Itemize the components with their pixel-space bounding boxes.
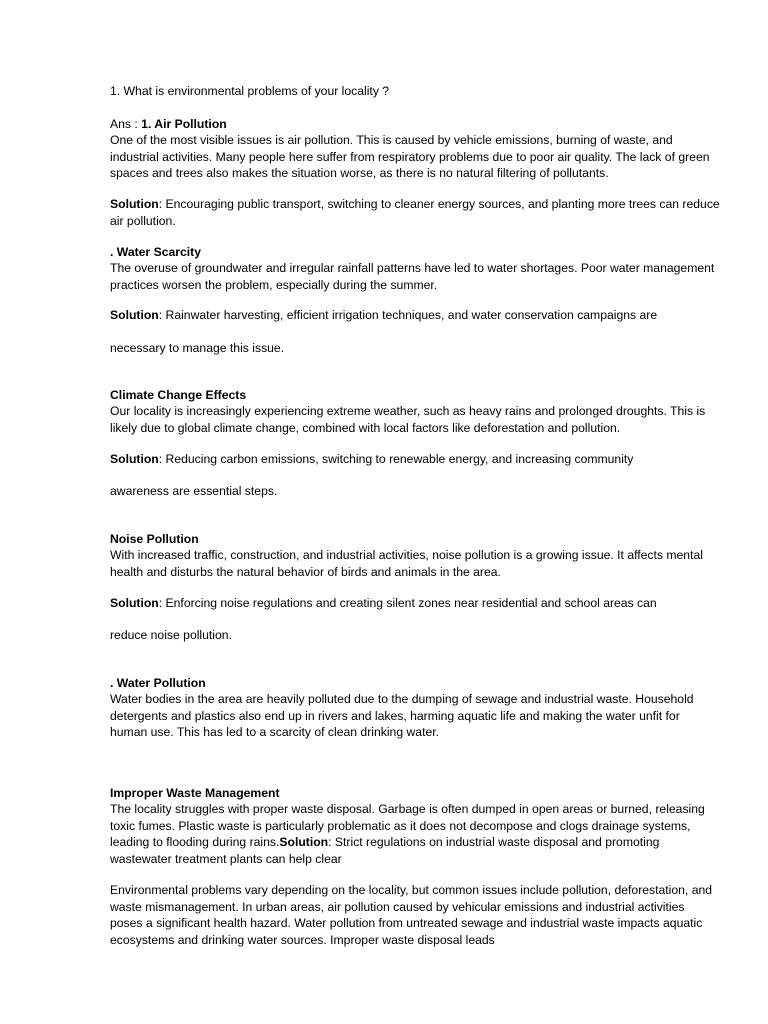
solution-water-scarcity (110, 307, 720, 324)
section-body-water-scarcity: The overuse of groundwater and irregular rainfall patterns have led to water shortages. Poor water management practices worsen the problem, especially during the summer. (110, 261, 715, 292)
section-heading-climate-change: Climate Change Effects (110, 388, 247, 402)
solution-text: : Strict regulations on industrial waste disposal and promoting wastewater treatment plants can help clear (110, 835, 660, 866)
waste-body-text: The locality struggles with proper waste disposal. Garbage is often dumped in open areas or burned, releasing toxic fumes. Plastic waste is particularly problematic as it does not decompose and clogs drainage systems, leading to flooding during rains. (110, 802, 705, 850)
solution-text: : Enforcing noise regulations and creating silent zones near residential and school areas can (158, 596, 657, 610)
section-heading-air-pollution: 1. Air Pollution (141, 117, 227, 131)
section-heading-water-pollution: . Water Pollution (110, 676, 206, 690)
solution-text: : Encouraging public transport, switching to cleaner energy sources, and planting more trees can reduce air pollution. (110, 197, 720, 228)
section-heading-noise-pollution: Noise Pollution (110, 532, 199, 546)
solution-label: Solution (279, 835, 329, 850)
solution-continuation-noise-pollution: reduce noise pollution. (110, 628, 232, 642)
solution-air-pollution (110, 196, 720, 229)
solution-continuation-climate-change: awareness are essential steps. (110, 484, 278, 498)
solution-label: Solution (110, 308, 159, 322)
section-heading-water-scarcity: . Water Scarcity (110, 245, 201, 259)
solution-noise-pollution (110, 595, 720, 612)
section-body-water-pollution: Water bodies in the area are heavily polluted due to the dumping of sewage and industrial waste. Household detergents and plastics also end up in rivers and lakes, harming aquatic life and making the water unfit for human use. This has led to a scarcity of clean drinking water. (110, 692, 694, 740)
section-body-waste-management (110, 801, 720, 867)
solution-continuation-water-scarcity: necessary to manage this issue. (110, 341, 285, 355)
section-body-climate-change: Our locality is increasingly experiencing extreme weather, such as heavy rains and prolonged droughts. This is likely due to global climate change, combined with local factors like deforestation and pollution. (110, 404, 706, 435)
solution-text: : Rainwater harvesting, efficient irrigation techniques, and water conservation campaigns are (158, 308, 658, 322)
section-heading-waste-management: Improper Waste Management (110, 786, 280, 800)
section-body-noise-pollution: With increased traffic, construction, and industrial activities, noise pollution is a growing issue. It affects mental health and disturbs the natural behavior of birds and animals in the area. (110, 548, 703, 579)
solution-text: : Reducing carbon emissions, switching to renewable energy, and increasing community (158, 452, 634, 466)
solution-label: Solution (110, 197, 159, 211)
answer-prefix: Ans : (110, 117, 142, 131)
answer-heading (110, 116, 720, 133)
solution-label: Solution (110, 596, 159, 610)
solution-climate-change (110, 451, 720, 468)
section-body-air-pollution: One of the most visible issues is air pollution. This is caused by vehicle emissions, burning of waste, and industrial activities. Many people here suffer from respiratory problems due to poor air quality. The lack of green spaces and trees also makes the situation worse, as there is no natural filtering of pollutants. (110, 133, 710, 181)
question-line: 1. What is environmental problems of your locality ? (110, 84, 390, 98)
closing-paragraph: Environmental problems vary depending on the locality, but common issues include pollution, deforestation, and waste mismanagement. In urban areas, air pollution caused by vehicular emissions and industrial activities poses a significant health hazard. Water pollution from untreated sewage and industrial waste impacts aquatic ecosystems and drinking water sources. Improper waste disposal leads (110, 883, 713, 947)
solution-label: Solution (110, 452, 159, 466)
